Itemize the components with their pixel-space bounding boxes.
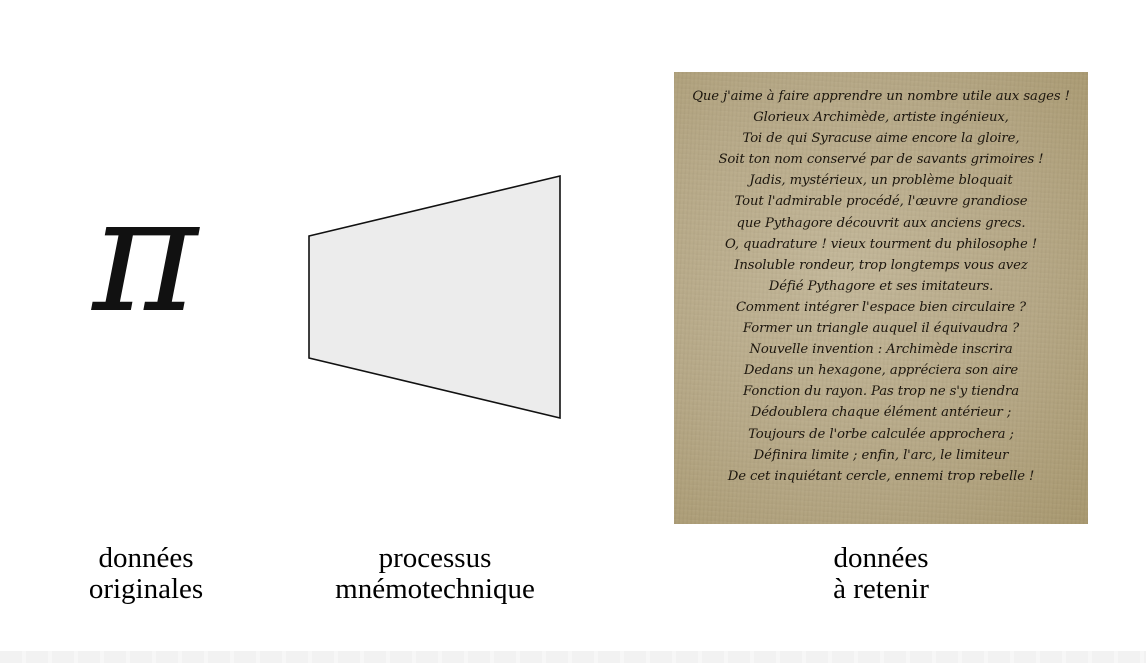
caption-original-data xyxy=(56,543,236,605)
poem-line: Nouvelle invention : Archimède inscrira xyxy=(749,342,1013,358)
poem-line: que Pythagore découvrit aux anciens grecs. xyxy=(736,215,1026,231)
poem-line: Définira limite ; enfin, l'arc, le limiteur xyxy=(753,447,1009,463)
poem-line: De cet inquiétant cercle, ennemi trop rebelle ! xyxy=(727,468,1035,484)
poem-line: Soit ton nom conservé par de savants grimoires ! xyxy=(718,152,1044,168)
caption-line: mnémotechnique xyxy=(335,573,535,605)
poem-line: Tout l'admirable procédé, l'œuvre grandiose xyxy=(734,194,1028,210)
poem-line: Fonction du rayon. Pas trop ne s'y tiendra xyxy=(743,384,1019,400)
poem-parchment xyxy=(674,72,1088,524)
pi-symbol: π xyxy=(92,161,198,348)
caption-data-to-memorize xyxy=(781,543,981,605)
poem-text xyxy=(674,86,1088,487)
poem-line: Que j'aime à faire apprendre un nombre utile aux sages ! xyxy=(692,89,1070,104)
mnemonic-funnel-shape xyxy=(300,168,570,428)
bottom-strip xyxy=(0,651,1146,663)
caption-line: données xyxy=(98,542,194,574)
caption-line: originales xyxy=(88,573,204,605)
poem-line: Former un triangle auquel il équivaudra ? xyxy=(742,321,1020,337)
caption-line: à retenir xyxy=(833,573,929,605)
caption-line: données xyxy=(833,542,929,574)
caption-mnemonic-process xyxy=(300,543,570,605)
poem-line: Dédoublera chaque élément antérieur ; xyxy=(750,405,1012,421)
poem-line: Insoluble rondeur, trop longtemps vous avez xyxy=(734,257,1028,273)
poem-line: O, quadrature ! vieux tourment du philosophe ! xyxy=(724,236,1038,252)
poem-line: Jadis, mystérieux, un problème bloquait xyxy=(749,173,1013,189)
poem-line: Glorieux Archimède, artiste ingénieux, xyxy=(753,110,1009,126)
poem-line: Toujours de l'orbe calculée approchera ; xyxy=(748,426,1014,442)
poem-line: Toi de qui Syracuse aime encore la gloire, xyxy=(742,131,1020,147)
poem-line: Dedans un hexagone, appréciera son aire xyxy=(743,363,1019,379)
caption-line: processus xyxy=(378,542,492,574)
poem-line: Comment intégrer l'espace bien circulaire ? xyxy=(735,299,1027,315)
poem-line: Défié Pythagore et ses imitateurs. xyxy=(768,278,994,294)
